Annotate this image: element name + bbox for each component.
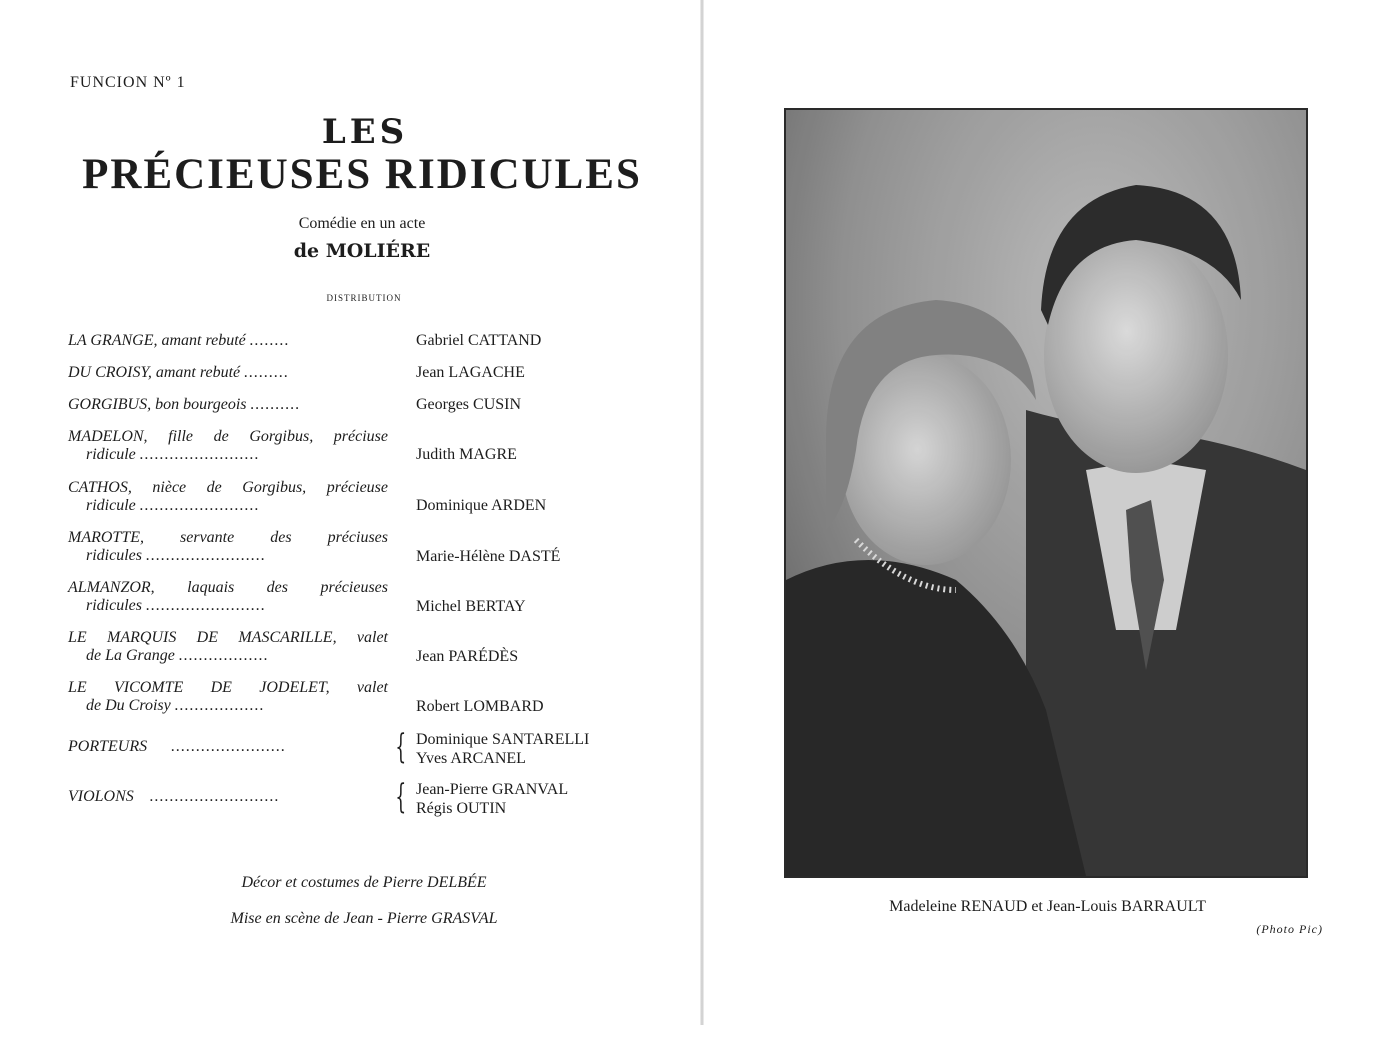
actor-name: Yves ARCANEL	[416, 750, 526, 767]
actor-name: Jean PARÉDÈS	[416, 648, 519, 665]
photo-caption: Madeleine RENAUD et Jean-Louis BARRAULT	[889, 898, 1206, 915]
role-name: LA GRANGE, amant rebuté ........	[68, 332, 290, 349]
play-author: de MOLIÉRE	[293, 240, 431, 262]
role-name: LE MARQUIS DE MASCARILLE, valet de La Grange ..................	[68, 629, 388, 664]
right-page	[706, 0, 1389, 1039]
page-fold	[700, 0, 704, 1025]
actor-name: Judith MAGRE	[416, 446, 517, 463]
actor-name: Dominique SANTARELLI	[416, 731, 590, 748]
role-name: LE VICOMTE DE JODELET, valet de Du Croisy ..................	[68, 679, 388, 714]
role-name: DU CROISY, amant rebuté .........	[68, 364, 290, 381]
actor-name: Robert LOMBARD	[416, 698, 544, 715]
actor-name: Jean LAGACHE	[416, 364, 525, 381]
distribution-heading: DISTRIBUTION	[326, 293, 402, 303]
brace-icon: {	[395, 777, 407, 817]
role-name: VIOLONS ..........................	[68, 788, 280, 805]
actor-name: Gabriel CATTAND	[416, 332, 542, 349]
role-name: CATHOS, nièce de Gorgibus, précieuse ridicule ........................	[68, 479, 388, 514]
decor-credit: Décor et costumes de Pierre DELBÉE	[241, 874, 487, 891]
actor-name: Dominique ARDEN	[416, 497, 547, 514]
actor-name: Michel BERTAY	[416, 598, 526, 615]
brace-icon: {	[395, 727, 407, 767]
title-article: LES	[321, 112, 409, 152]
actor-name: Jean-Pierre GRANVAL	[416, 781, 569, 798]
role-name: GORGIBUS, bon bourgeois ..........	[68, 396, 301, 413]
play-subtitle: Comédie en un acte	[298, 215, 426, 232]
function-number: FUNCION Nº 1	[70, 74, 186, 91]
direction-credit: Mise en scène de Jean - Pierre GRASVAL	[230, 910, 498, 927]
actor-name: Régis OUTIN	[416, 800, 507, 817]
actor-name: Marie-Hélène DASTÉ	[416, 548, 561, 565]
role-name: MADELON, fille de Gorgibus, préciuse ridicule ........................	[68, 428, 388, 463]
portrait-photo	[784, 108, 1308, 878]
play-title: PRÉCIEUSES RIDICULES	[82, 151, 642, 198]
photo-credit: (Photo Pic)	[1256, 922, 1323, 936]
role-name: PORTEURS .......................	[68, 738, 287, 755]
role-name: ALMANZOR, laquais des précieuses ridicules ........................	[68, 579, 388, 614]
actor-name: Georges CUSIN	[416, 396, 522, 413]
portrait-photo-image	[786, 110, 1306, 876]
role-name: MAROTTE, servante des préciuses ridicules ........................	[68, 529, 388, 564]
